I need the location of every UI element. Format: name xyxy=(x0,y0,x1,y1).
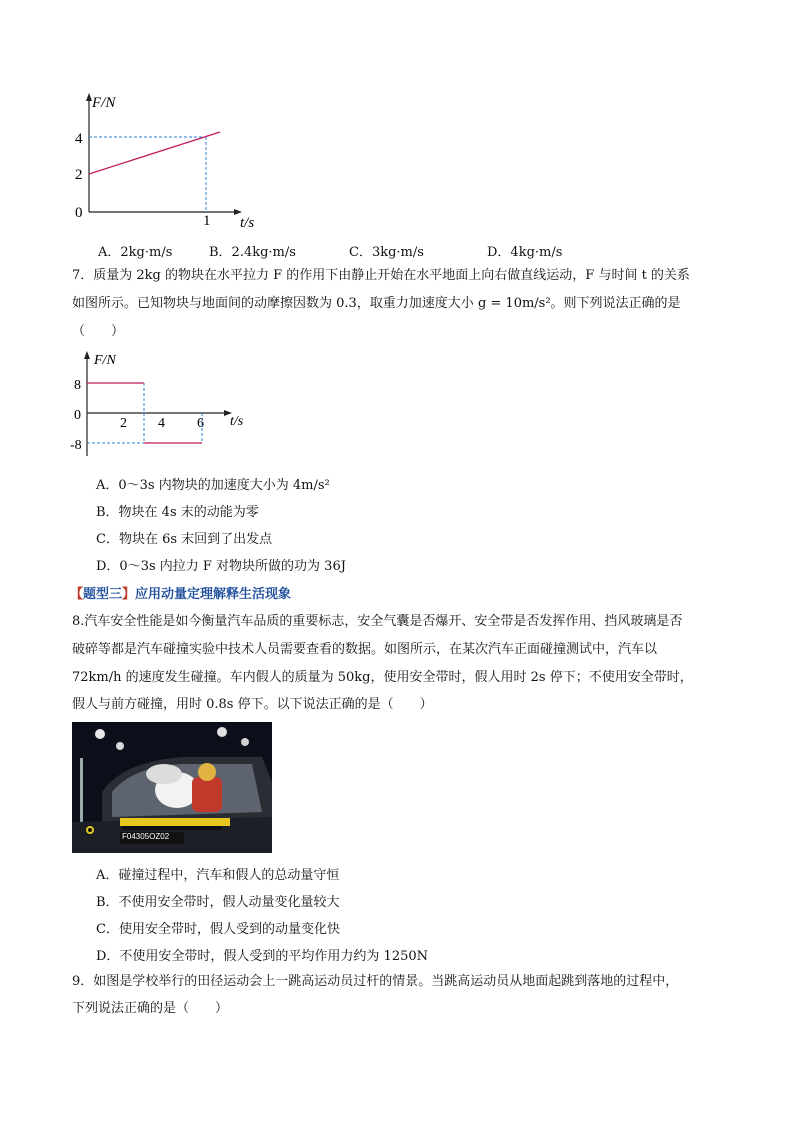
x-tick-1: 1 xyxy=(203,213,211,229)
x-tick-2: 2 xyxy=(120,416,127,431)
x-tick-6: 6 xyxy=(197,416,204,431)
y-tick-2: 2 xyxy=(75,167,83,183)
y-tick-0: 0 xyxy=(75,205,83,221)
q8-option-c: C．使用安全带时，假人受到的动量变化快 xyxy=(96,922,340,937)
q7-option-b: B．物块在 4s 末的动能为零 xyxy=(96,505,259,520)
section-label: 题型三 xyxy=(83,587,123,602)
q7-option-a: A．0～3s 内物块的加速度大小为 4m/s² xyxy=(96,478,330,493)
crash-test-photo xyxy=(72,722,272,853)
x-axis-label: t/s xyxy=(230,414,244,429)
section-heading xyxy=(70,585,291,605)
force-time-chart-1 xyxy=(70,92,270,237)
force-time-chart-2 xyxy=(70,350,270,462)
force-line xyxy=(89,132,220,174)
section-bracket-open: 【 xyxy=(70,587,84,602)
y-axis-label: F/N xyxy=(92,95,116,111)
q8-stem-line-2: 破碎等都是汽车碰撞实验中技术人员需要查看的数据。如图所示，在某次汽车正面碰撞测试中，汽车以 xyxy=(72,642,658,657)
y-axis-arrow xyxy=(84,351,90,359)
section-title: 应用动量定理解释生活现象 xyxy=(135,587,292,602)
q8-option-b: B．不使用安全带时，假人动量变化量较大 xyxy=(96,895,340,910)
q8-stem-line-4: 假人与前方碰撞，用时 0.8s 停下。以下说法正确的是（ ） xyxy=(72,697,433,712)
y-axis-label: F/N xyxy=(94,353,116,368)
q7-option-d: D．0～3s 内拉力 F 对物块所做的功为 36J xyxy=(96,559,346,574)
y-tick-8: 8 xyxy=(74,378,81,393)
q9-stem-line-1: 9．如图是学校举行的田径运动会上一跳高运动员过杆的情景。当跳高运动员从地面起跳到落地的过程中， xyxy=(72,974,679,989)
q8-stem-line-1: 8.汽车安全性能是如今衡量汽车品质的重要标志，安全气囊是否爆开、安全带是否发挥作用、挡风玻璃是否 xyxy=(72,614,683,629)
q7-stem-line-2: 如图所示。已知物块与地面间的动摩擦因数为 0.3，取重力加速度大小 g = 10m/s²。则下列说法正确的是 xyxy=(72,296,681,311)
q6-option-a: A．2kg·m/s xyxy=(98,245,173,260)
q8-stem-line-3: 72km/h 的速度发生碰撞。车内假人的质量为 50kg，使用安全带时，假人用时 2s 停下；不使用安全带时， xyxy=(72,670,693,685)
y-tick-0: 0 xyxy=(74,408,81,423)
crash-test-illustration xyxy=(72,722,272,853)
q9-stem-line-2: 下列说法正确的是（ ） xyxy=(72,1001,229,1016)
q6-option-c: C．3kg·m/s xyxy=(349,245,424,260)
q8-option-a: A．碰撞过程中，汽车和假人的总动量守恒 xyxy=(96,868,340,883)
section-bracket-close: 】 xyxy=(122,587,136,602)
x-axis-label: t/s xyxy=(240,215,255,231)
photo-id-tag: F04305OZ02 xyxy=(122,832,170,841)
q7-stem-line-1: 7．质量为 2kg 的物块在水平拉力 F 的作用下由静止开始在水平地面上向右做直线运动，F 与时间 t 的关系 xyxy=(72,268,690,283)
q7-option-c: C．物块在 6s 末回到了出发点 xyxy=(96,532,273,547)
x-tick-4: 4 xyxy=(158,416,165,431)
q6-option-d: D．4kg·m/s xyxy=(487,245,563,260)
y-tick-4: 4 xyxy=(75,131,83,147)
q8-option-d: D．不使用安全带时，假人受到的平均作用力约为 1250N xyxy=(96,949,429,964)
y-tick-minus-8: -8 xyxy=(70,438,82,453)
q7-stem-line-3: （ ） xyxy=(72,324,125,339)
q6-option-b: B．2.4kg·m/s xyxy=(209,245,296,260)
